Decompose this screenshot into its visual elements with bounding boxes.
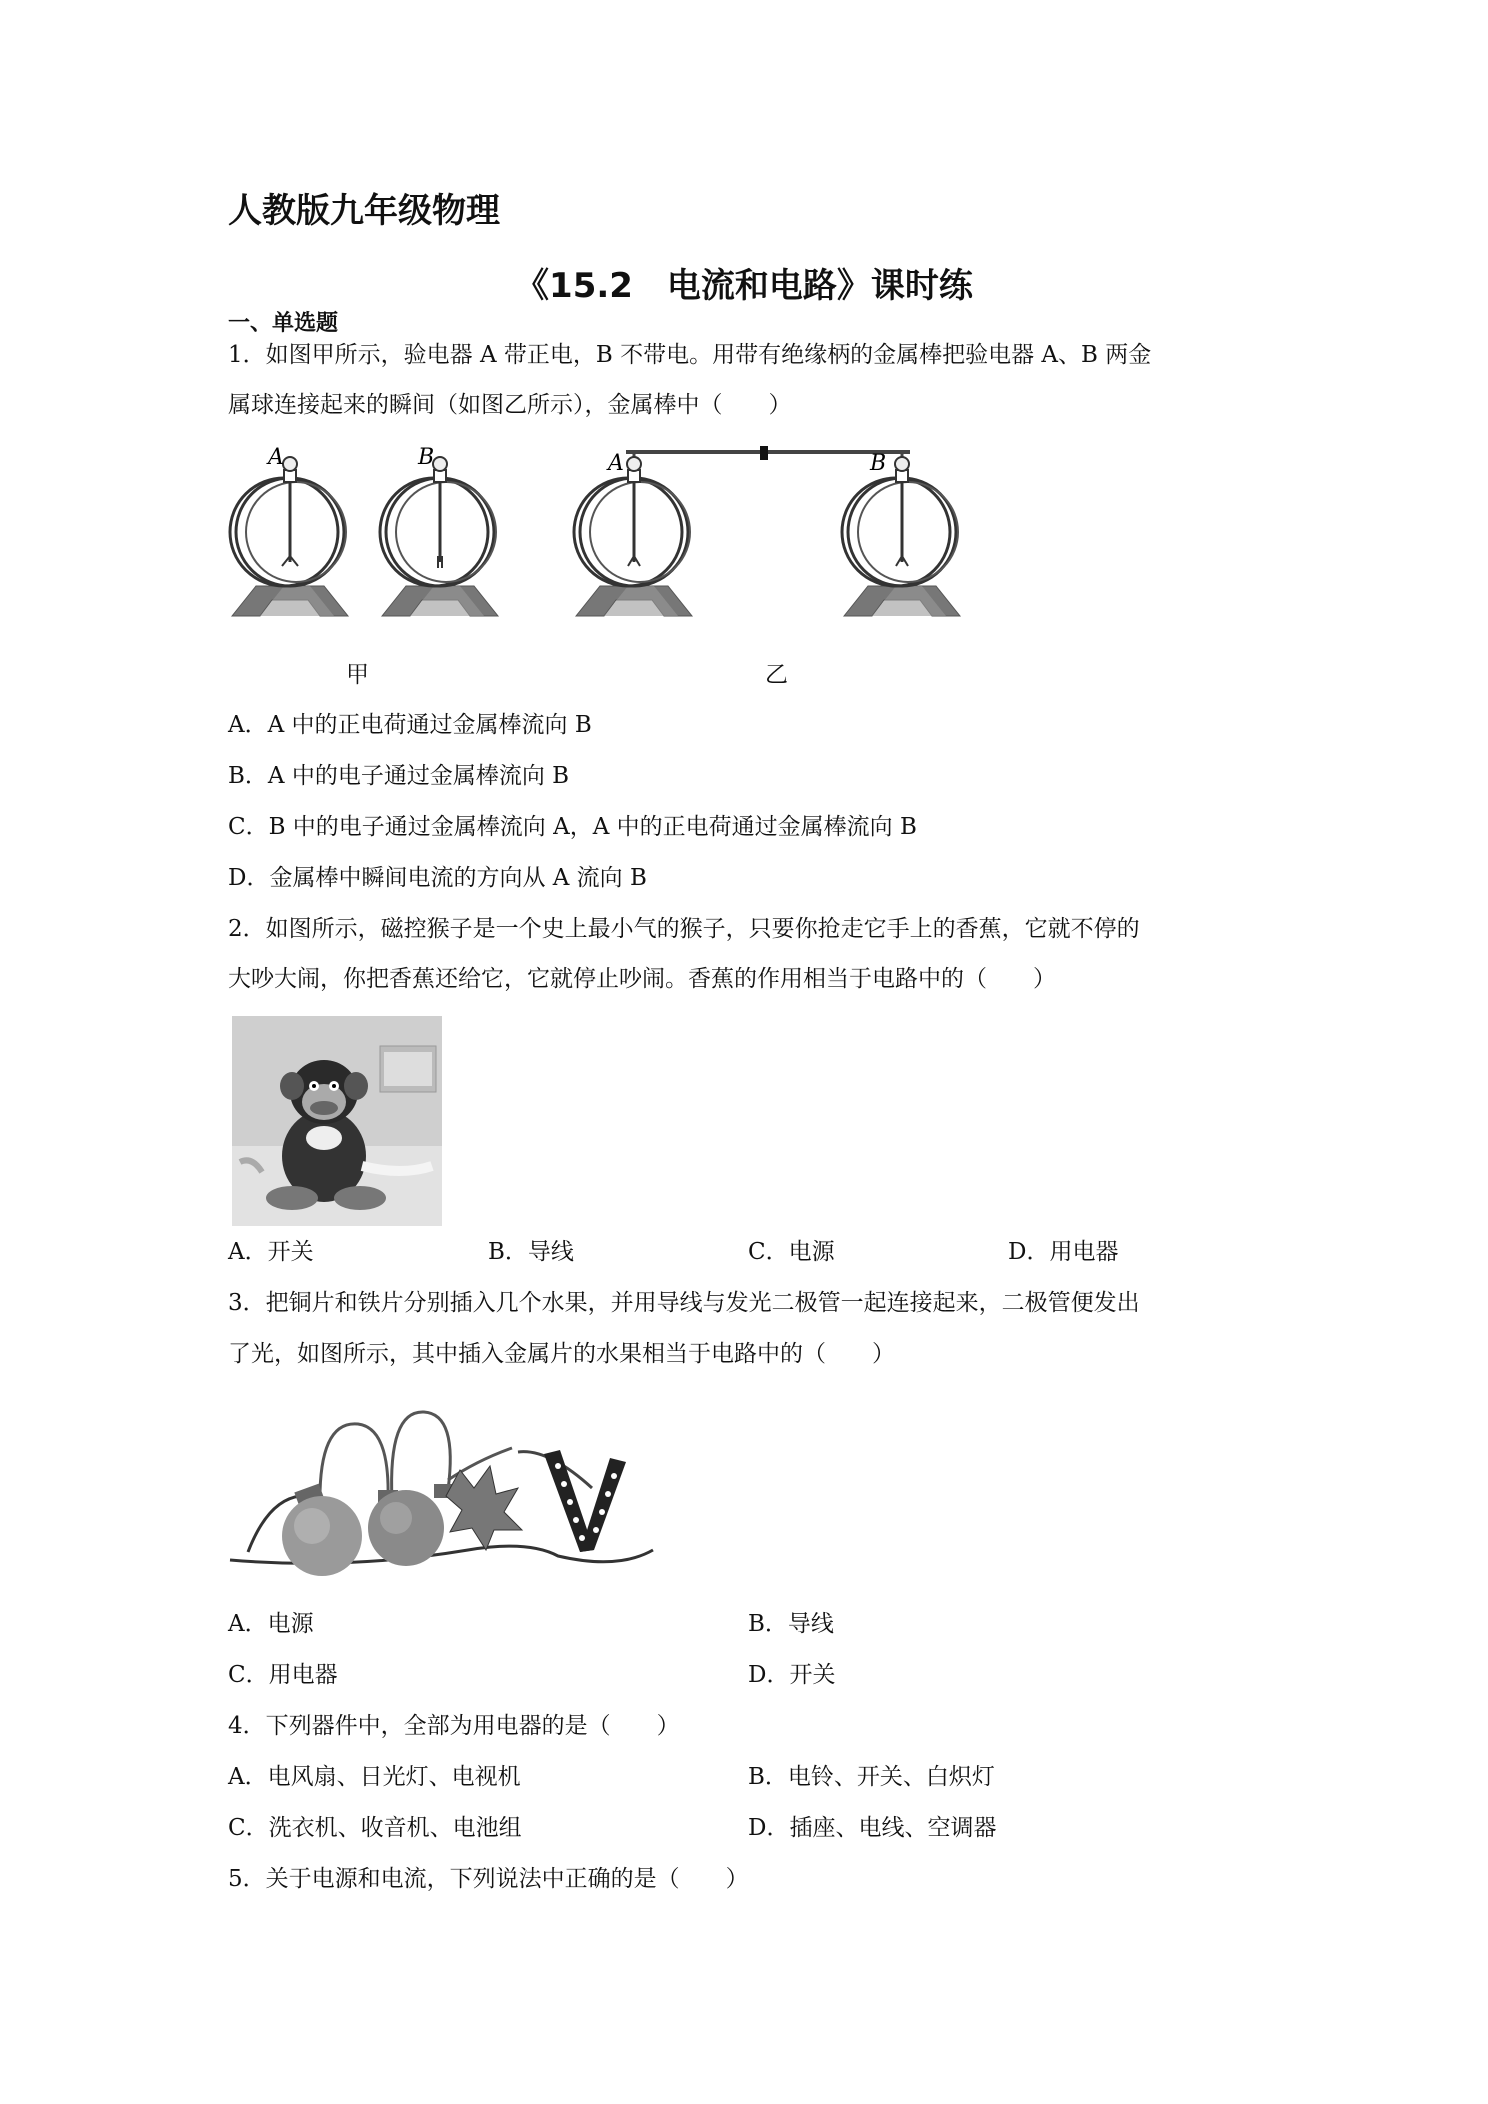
insulated-handle: [760, 446, 768, 460]
question-4-text: 4．下列器件中，全部为用电器的是（ ）: [228, 1713, 680, 1739]
q3-option-a: A．电源: [228, 1611, 314, 1637]
electroscope-figure: [228, 440, 988, 640]
q1-option-d: D．金属棒中瞬间电流的方向从 A 流向 B: [228, 865, 647, 891]
electroscope-a-left: [230, 457, 348, 616]
q4-option-b: B．电铃、开关、白炽灯: [748, 1764, 995, 1790]
q3-option-b: B．导线: [748, 1611, 834, 1637]
q4-option-c: C．洗衣机、收音机、电池组: [228, 1815, 522, 1841]
q1-option-a: A．A 中的正电荷通过金属棒流向 B: [228, 712, 592, 738]
q3-option-d: D．开关: [748, 1662, 836, 1688]
q2-option-d: D．用电器: [1008, 1239, 1119, 1265]
q3-option-c: C．用电器: [228, 1662, 338, 1688]
label-a-left: A: [268, 445, 284, 470]
question-1-text-line2: 属球连接起来的瞬间（如图乙所示），金属棒中（ ）: [228, 392, 792, 418]
question-3-text-line1: 3．把铜片和铁片分别插入几个水果，并用导线与发光二极管一起连接起来，二极管便发出: [228, 1290, 1140, 1316]
document-subtitle: 《15.2 电流和电路》课时练: [515, 266, 973, 306]
question-3-text-line2: 了光，如图所示，其中插入金属片的水果相当于电路中的（ ）: [228, 1341, 895, 1367]
electroscope-b-left: [380, 457, 498, 616]
label-a-right: A: [608, 451, 624, 476]
electroscope-b-right: [842, 457, 960, 616]
question-2-text-line1: 2．如图所示，磁控猴子是一个史上最小气的猴子，只要你抢走它手上的香蕉，它就不停的: [228, 916, 1140, 942]
figure-caption-jia: 甲: [346, 662, 369, 688]
q1-option-b: B．A 中的电子通过金属棒流向 B: [228, 763, 570, 789]
monkey-toy-photo: [232, 1016, 442, 1226]
electroscope-a-right: [574, 457, 692, 616]
q2-option-b: B．导线: [488, 1239, 574, 1265]
label-b-left: B: [418, 445, 435, 470]
label-b-right: B: [870, 451, 887, 476]
section-heading: 一、单选题: [228, 311, 339, 336]
question-2-text-line2: 大吵大闹，你把香蕉还给它，它就停止吵闹。香蕉的作用相当于电路中的（ ）: [228, 966, 1056, 992]
q4-option-a: A．电风扇、日光灯、电视机: [228, 1764, 521, 1790]
q1-option-c: C．B 中的电子通过金属棒流向 A，A 中的正电荷通过金属棒流向 B: [228, 814, 917, 840]
figure-caption-yi: 乙: [765, 662, 788, 688]
q2-option-a: A．开关: [228, 1239, 314, 1265]
q2-option-c: C．电源: [748, 1239, 835, 1265]
question-1-text-line1: 1．如图甲所示，验电器 A 带正电，B 不带电。用带有绝缘柄的金属棒把验电器 A、B 两金: [228, 342, 1152, 368]
document-title: 人教版九年级物理: [228, 191, 500, 231]
question-5-text: 5．关于电源和电流，下列说法中正确的是（ ）: [228, 1866, 749, 1892]
q4-option-d: D．插座、电线、空调器: [748, 1815, 997, 1841]
fruit-battery-photo: [228, 1400, 668, 1580]
